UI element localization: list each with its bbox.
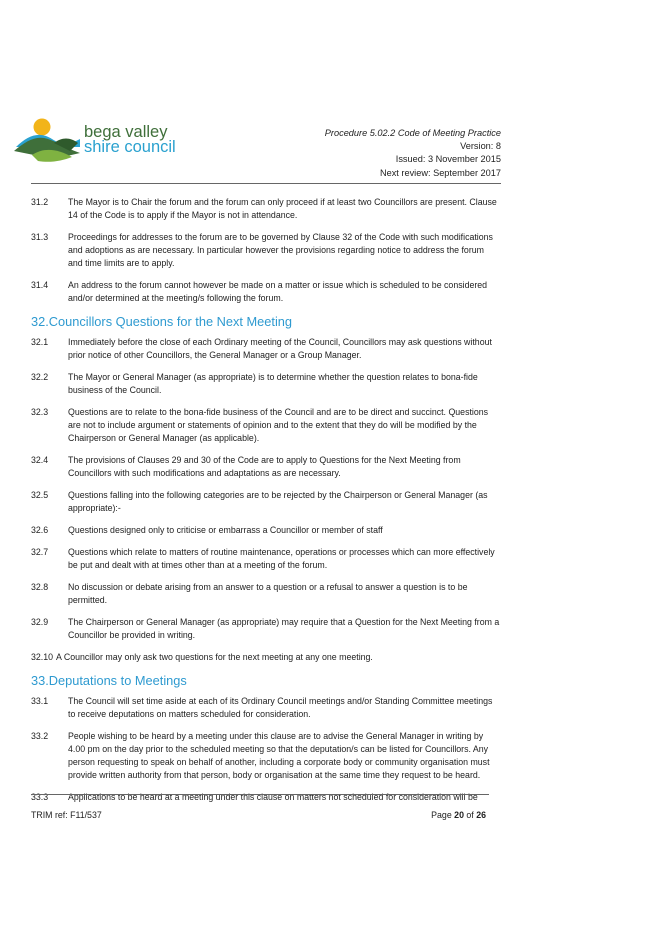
clause-32-3 [31,406,501,445]
clause-text: Applications to be heard at a meeting under this clause on matters not scheduled for consideration will be [68,792,478,802]
clause-text: Questions are to relate to the bona-fide business of the Council and are to be direct and succinct. Questions are not to include argument or statements of opinion and to the extent that they do will be modified by the Chairperson or General Manager (as applicable). [68,407,489,443]
clause-33-2 [31,730,501,782]
page-mid: of [463,810,477,820]
clause-number: 33.3 [31,792,49,802]
clause-number: 33.1 [31,696,49,706]
clause-text: An address to the forum cannot however be made on a matter or issue which is scheduled to be considered and/or determined at the meeting/s following the forum. [68,280,488,303]
logo-line-1: bega valley [84,123,168,141]
clause-32-10 [31,651,501,664]
page-current: 20 [454,810,464,820]
logo-line-2: shire council [84,138,176,156]
clause-text: The Chairperson or General Manager (as appropriate) may require that a Question for the Next Meeting from a Councillor be provided in writing. [68,617,500,640]
document-version: Version: 8 [460,141,501,152]
clause-text: Questions which relate to matters of routine maintenance, operations or processes which can more effectively be put and dealt with at times other than at a meeting of the forum. [68,547,495,570]
clause-number: 31.4 [31,280,49,290]
section-33-heading: 33.Deputations to Meetings [31,673,187,688]
clause-number: 32.2 [31,372,49,382]
clause-text: The Council will set time aside at each of its Ordinary Council meetings and/or Standing Committee meetings to receive deputations on matters scheduled for consideration. [68,696,493,719]
logo-wordmark [84,125,176,155]
document-meta [325,127,501,180]
clause-text: Proceedings for addresses to the forum are to be governed by Clause 32 of the Code with such modifications and adoptions as are necessary. In particular however the provisions regarding notice to address the forum and time limits are to apply. [68,232,493,268]
document-title: Procedure 5.02.2 Code of Meeting Practice [324,128,501,138]
document-issued: Issued: 3 November 2015 [395,154,501,165]
clause-text: Immediately before the close of each Ordinary meeting of the Council, Councillors may ask questions without prior notice of other Councillors, the General Manager or a Group Manager. [68,337,492,360]
footer-divider [31,794,489,795]
clause-32-1 [31,336,501,362]
clause-number: 31.2 [31,197,49,207]
clause-32-9 [31,616,501,642]
clause-number: 32.4 [31,455,49,465]
section-32-heading: 32.Councillors Questions for the Next Meeting [31,314,293,329]
clause-text: People wishing to be heard by a meeting under this clause are to advise the General Manager in writing by 4.00 pm on the day prior to the scheduled meeting so that the deputation/s can be listed for Councillors. Any person requesting to speak on behalf of another, including a corporate body or community organisation must provide written authority from that person, body or organisation at the same time they request to be heard. [68,731,490,780]
council-logo [14,113,204,173]
clause-31-4 [31,279,501,305]
clause-number: 32.5 [31,490,49,500]
document-next-review: Next review: September 2017 [379,167,501,178]
clause-32-2 [31,371,501,397]
clause-text: The provisions of Clauses 29 and 30 of the Code are to apply to Questions for the Next Meeting from Councillors with such modifications and adaptations as are necessary. [68,455,461,478]
clause-number: 32.3 [31,407,49,417]
clause-number: 32.10 [31,652,54,662]
clause-32-6 [31,524,501,537]
page-prefix: Page [431,810,455,820]
clause-number: 32.1 [31,337,49,347]
clause-number: 32.8 [31,582,49,592]
document-body [31,196,501,813]
clause-number: 33.2 [31,731,49,741]
clause-number: 32.9 [31,617,49,627]
clause-text: Questions designed only to criticise or embarrass a Councillor or member of staff [68,525,383,535]
clause-number: 31.3 [31,232,49,242]
clause-number: 32.7 [31,547,49,557]
clause-32-5 [31,489,501,515]
clause-text: Questions falling into the following categories are to be rejected by the Chairperson or General Manager (as appropriate):- [68,490,488,513]
clause-32-8 [31,581,501,607]
page-number [431,810,486,820]
clause-text: A Councillor may only ask two questions for the next meeting at any one meeting. [56,652,373,662]
trim-reference: TRIM ref: F11/537 [31,810,102,820]
clause-32-7 [31,546,501,572]
clause-text: No discussion or debate arising from an answer to a question or a refusal to answer a question is to be permitted. [68,582,468,605]
clause-text: The Mayor is to Chair the forum and the forum can only proceed if at least two Councillors are present. Clause 14 of the Code is to apply if the Mayor is not in attendance. [68,197,497,220]
clause-31-3 [31,231,501,270]
clause-31-2 [31,196,501,222]
header-divider [31,183,501,184]
page-total: 26 [476,810,486,820]
clause-32-4 [31,454,501,480]
clause-text: The Mayor or General Manager (as appropriate) is to determine whether the question relates to bona-fide business of the Council. [68,372,478,395]
clause-33-1 [31,695,501,721]
clause-33-3 [31,791,501,804]
clause-number: 32.6 [31,525,49,535]
